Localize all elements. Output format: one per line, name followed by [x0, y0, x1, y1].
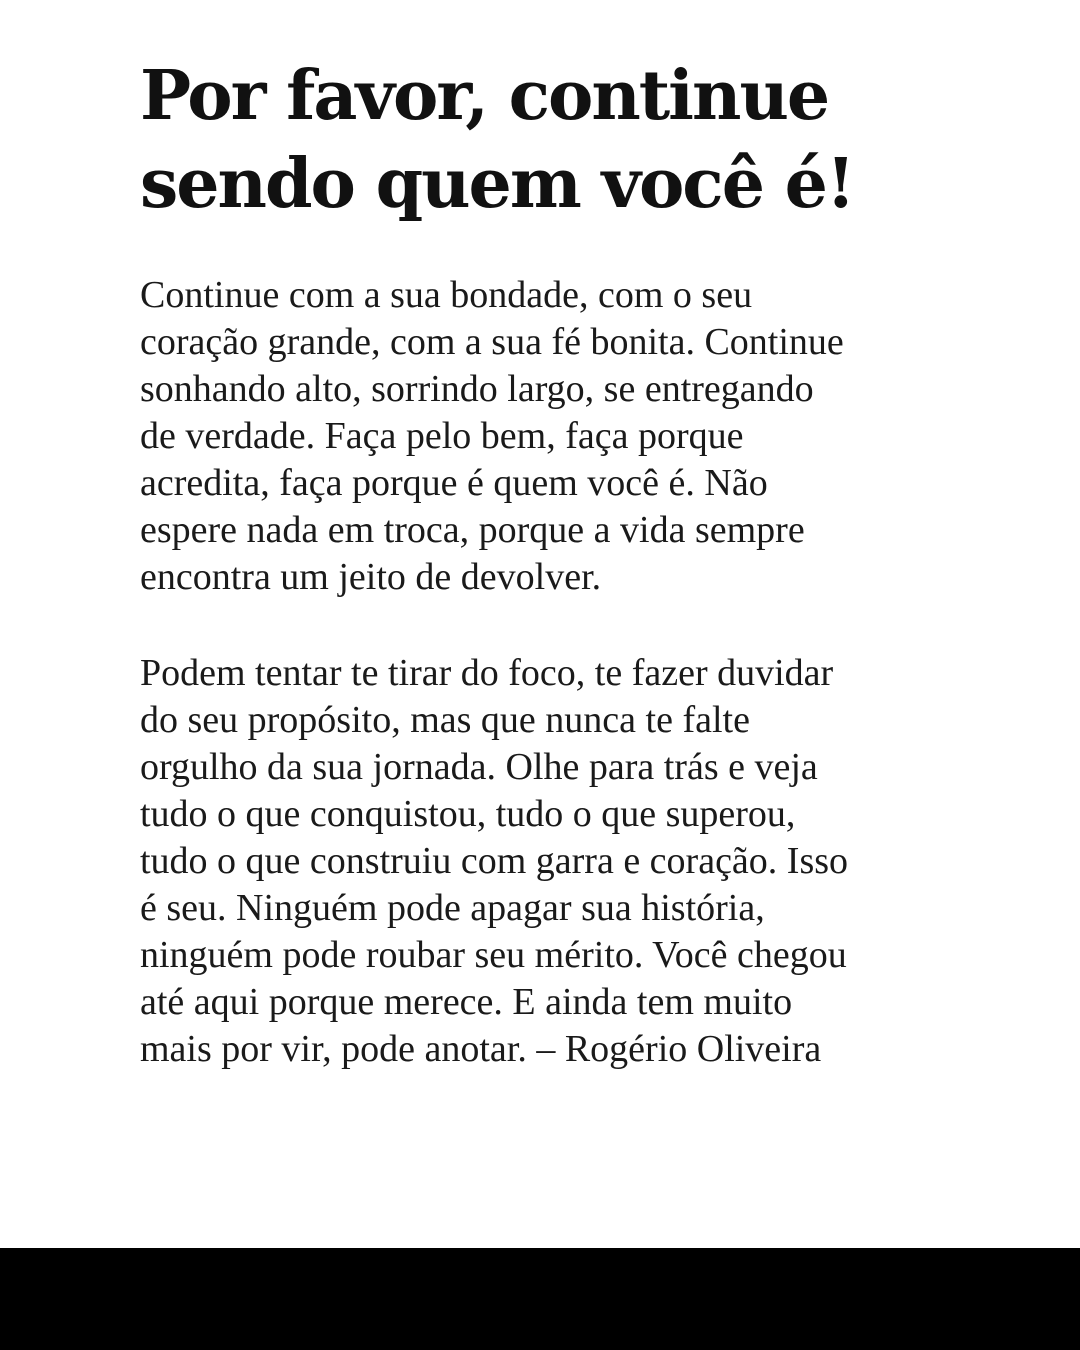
bottom-black-bar — [0, 1248, 1080, 1350]
text-line: mais por vir, pode anotar. – Rogério Oliveira — [140, 1028, 822, 1070]
text-line: sonhando alto, sorrindo largo, se entregando — [140, 368, 814, 410]
text-line: do seu propósito, mas que nunca te falte — [140, 699, 750, 741]
text-line: encontra um jeito de devolver. — [140, 556, 602, 598]
text-line: ninguém pode roubar seu mérito. Você chegou — [140, 934, 847, 976]
text-line: espere nada em troca, porque a vida sempre — [140, 509, 805, 551]
paragraph-2 — [140, 650, 1040, 1073]
text-line: até aqui porque merece. E ainda tem muito — [140, 981, 793, 1023]
post-title — [140, 52, 1020, 228]
text-line: coração grande, com a sua fé bonita. Continue — [140, 321, 844, 363]
text-line: de verdade. Faça pelo bem, faça porque — [140, 415, 744, 457]
paragraph-1 — [140, 272, 1040, 601]
text-line: acredita, faça porque é quem você é. Não — [140, 462, 768, 504]
text-line: tudo o que construiu com garra e coração. Isso — [140, 840, 849, 882]
title-line: Por favor, continue — [140, 56, 829, 136]
text-line: Continue com a sua bondade, com o seu — [140, 274, 753, 316]
text-line: tudo o que conquistou, tudo o que superou, — [140, 793, 796, 835]
text-line: é seu. Ninguém pode apagar sua história, — [140, 887, 765, 929]
text-line: orgulho da sua jornada. Olhe para trás e veja — [140, 746, 818, 788]
text-line: Podem tentar te tirar do foco, te fazer duvidar — [140, 652, 834, 694]
title-line: sendo quem você é! — [140, 144, 854, 224]
